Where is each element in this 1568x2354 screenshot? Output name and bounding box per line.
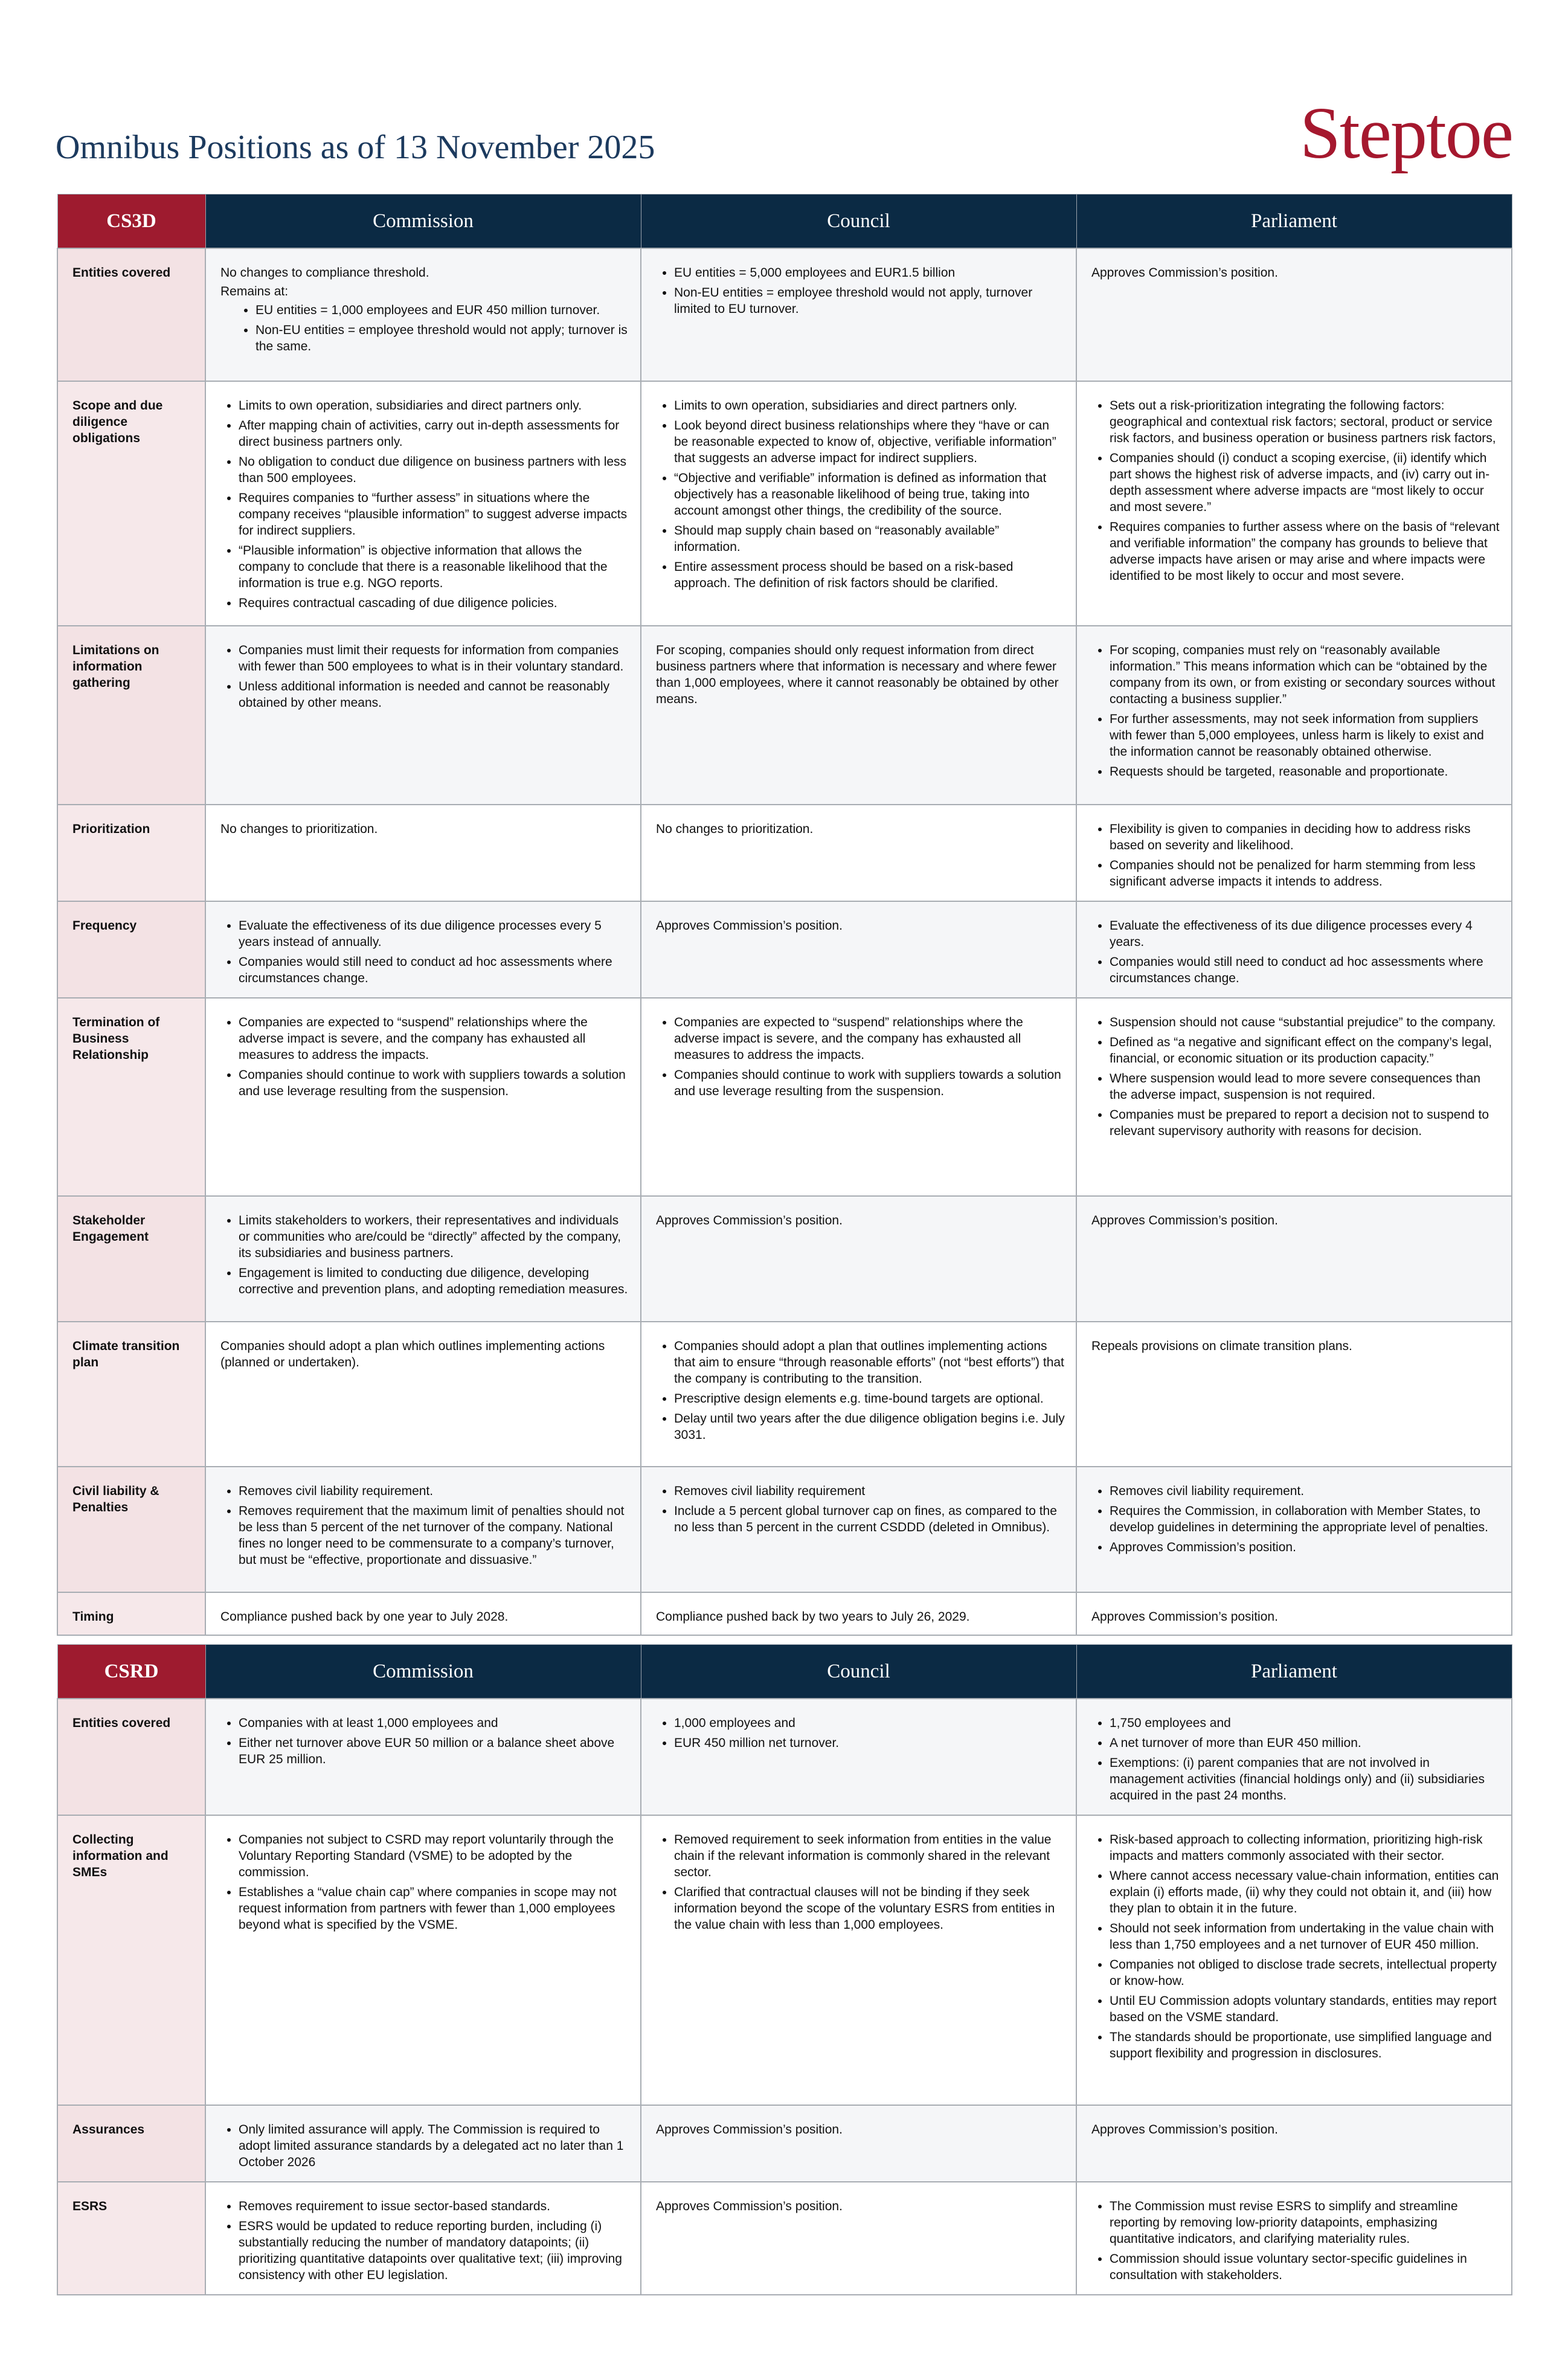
table-cell (641, 1699, 1076, 1815)
bullet-item: • Removes requirement that the maximum limit of penalties should not be less than 5 percent of the net turnover of the company. National fines no longer need to be commensurate to a company’s turnover, but must be “effective, proportionate and dissuasive.” (239, 1503, 629, 1568)
bullet-item: • Prescriptive design elements e.g. time-bound targets are optional. (674, 1391, 1065, 1407)
bullet-item: • Requires the Commission, in collaboration with Member States, to develop guidelines in determining the appropriate level of penalties. (1110, 1503, 1500, 1536)
table-cell (1076, 1592, 1512, 1635)
bullet-item: • Companies must be prepared to report a decision not to suspend to relevant supervisory authority with reasons for decision. (1110, 1107, 1500, 1139)
bullet-item: • Non-EU entities = employee threshold would not apply, turnover limited to EU turnover. (674, 285, 1065, 317)
cell-text: No changes to prioritization. (220, 822, 378, 836)
table-cell (205, 2182, 641, 2295)
row-label: Civil liability & Penalties (57, 1467, 205, 1592)
row-label: Assurances (57, 2105, 205, 2182)
table-cell (205, 1196, 641, 1322)
bullet-item: • Companies with at least 1,000 employees and (239, 1715, 629, 1731)
bullet-list (656, 265, 1065, 317)
bullet-item: • Companies are expected to “suspend” relationships where the adverse impact is severe, and the company has exhausted all measures to address the impacts. (674, 1014, 1065, 1063)
bullet-list (656, 1483, 1065, 1536)
bullet-item: • Removes civil liability requirement. (239, 1483, 629, 1499)
table-cell (205, 1592, 641, 1635)
bullet-item: • Companies should adopt a plan that outlines implementing actions that aim to ensure “through reasonable efforts” (not “best efforts”) that the company is contributing to the transition. (674, 1338, 1065, 1387)
bullet-item: • Commission should issue voluntary sector-specific guidelines in consultation with stakeholders. (1110, 2251, 1500, 2283)
table-cell (205, 2105, 641, 2182)
bullet-item: • The standards should be proportionate, use simplified language and support flexibility and progression in disclosures. (1110, 2029, 1500, 2062)
table-cell (641, 626, 1076, 805)
bullet-item: • Removes civil liability requirement. (1110, 1483, 1500, 1499)
cell-text: For scoping, companies should only request information from direct business partners where that information is necessary and where fewer than 1,000 employees, where it cannot reasonably be obtained by other means. (656, 643, 1059, 706)
bullet-item: • Companies are expected to “suspend” relationships where the adverse impact is severe, and the company has exhausted all measures to address the impacts. (239, 1014, 629, 1063)
bullet-item: • A net turnover of more than EUR 450 million. (1110, 1735, 1500, 1751)
bullet-item: • Exemptions: (i) parent companies that are not involved in management activities (financial holdings only) and (ii) subsidiaries acquired in the past 24 months. (1110, 1755, 1500, 1804)
bullet-list (220, 1715, 629, 1767)
bullet-list (220, 1483, 629, 1568)
bullet-item: • 1,000 employees and (674, 1715, 1065, 1731)
bullet-item: • Flexibility is given to companies in deciding how to address risks based on severity and likelihood. (1110, 821, 1500, 854)
bullet-item: • Requires companies to “further assess” in situations where the company receives “plausible information” to suggest adverse impacts for indirect suppliers. (239, 490, 629, 539)
bullet-item: • EU entities = 1,000 employees and EUR 450 million turnover. (255, 302, 629, 318)
table-cell (641, 2105, 1076, 2182)
bullet-item: • Removes civil liability requirement (674, 1483, 1065, 1499)
column-header-parliament: Parliament (1076, 1645, 1512, 1699)
table-cell (1076, 248, 1512, 381)
table-row (57, 1815, 1512, 2105)
bullet-item: • The Commission must revise ESRS to simplify and streamline reporting by removing low-priority datapoints, emphasizing quantitative indicators, and clarifying materiality rules. (1110, 2198, 1500, 2247)
table-cell (205, 901, 641, 998)
cell-text: No changes to compliance threshold. (220, 266, 429, 280)
bullet-list (1091, 642, 1500, 780)
bullet-list (220, 2121, 629, 2170)
table-cell (205, 248, 641, 381)
cell-text: Companies should adopt a plan which outlines implementing actions (planned or undertaken). (220, 1339, 605, 1369)
table-cell (641, 2182, 1076, 2295)
cs3d-header-row (57, 195, 1512, 249)
table-row (57, 2182, 1512, 2295)
bullet-list (1091, 821, 1500, 890)
bullet-list (220, 2198, 629, 2283)
row-label: Stakeholder Engagement (57, 1196, 205, 1322)
bullet-item: • For scoping, companies must rely on “reasonably available information.” This means information which can be “obtained by the company from its own, or from existing or secondary sources without contacting a business supplier.” (1110, 642, 1500, 707)
cell-text: Approves Commission’s position. (656, 2123, 843, 2137)
table-cell (1076, 901, 1512, 998)
table-cell (1076, 1699, 1512, 1815)
bullet-item: • Companies not subject to CSRD may report voluntarily through the Voluntary Reporting Standard (VSME) to be adopted by the commission. (239, 1831, 629, 1880)
bullet-item: • Companies should continue to work with suppliers towards a solution and use leverage resulting from the suspension. (674, 1067, 1065, 1099)
cell-text: Remains at: (220, 285, 289, 298)
table-cell (205, 805, 641, 901)
bullet-list (656, 1715, 1065, 1751)
table-row (57, 1196, 1512, 1322)
bullet-item: • Should not seek information from undertaking in the value chain with less than 1,750 employees and a net turnover of EUR 450 million. (1110, 1920, 1500, 1953)
cell-text: Repeals provisions on climate transition plans. (1091, 1339, 1352, 1353)
bullet-list (1091, 1014, 1500, 1139)
csrd-table-body (57, 1699, 1512, 2295)
cs3d-table (57, 194, 1512, 1636)
bullet-item: • Where suspension would lead to more severe consequences than the adverse impact, suspension is not required. (1110, 1070, 1500, 1103)
bullet-item: • For further assessments, may not seek information from suppliers with fewer than 5,000 employees, unless harm is likely to exist and the information cannot be reasonably obtained otherwise. (1110, 711, 1500, 760)
cell-text: Approves Commission’s position. (656, 2199, 843, 2213)
row-label: Entities covered (57, 1699, 205, 1815)
bullet-item: • Limits to own operation, subsidiaries and direct partners only. (239, 397, 629, 414)
table-cell (641, 1815, 1076, 2105)
cell-text: No changes to prioritization. (656, 822, 814, 836)
bullet-item: • Risk-based approach to collecting information, prioritizing high-risk impacts and matters commonly associated with their sector. (1110, 1831, 1500, 1864)
table-cell (205, 626, 641, 805)
bullet-item: • Companies should continue to work with suppliers towards a solution and use leverage resulting from the suspension. (239, 1067, 629, 1099)
bullet-item: • Removes requirement to issue sector-based standards. (239, 2198, 629, 2214)
row-label: Frequency (57, 901, 205, 998)
table-cell (641, 1322, 1076, 1467)
cell-text: Approves Commission’s position. (656, 1214, 843, 1227)
bullet-item: • 1,750 employees and (1110, 1715, 1500, 1731)
bullet-item: • Approves Commission’s position. (1110, 1539, 1500, 1555)
bullet-item: • Establishes a “value chain cap” where companies in scope may not request information from partners with fewer than 1,000 employees beyond what is specified by the VSME. (239, 1884, 629, 1933)
page-title: Omnibus Positions as of 13 November 2025 (56, 129, 655, 166)
table-row (57, 901, 1512, 998)
table-cell (1076, 1196, 1512, 1322)
cs3d-table-body (57, 248, 1512, 1635)
bullet-item: • Companies should (i) conduct a scoping exercise, (ii) identify which part shows the highest risk of adverse impacts, and (iv) carry out in-depth assessment where adverse impacts are “most likely to occur and most severe.” (1110, 450, 1500, 515)
bullet-list (1091, 2198, 1500, 2283)
bullet-list (220, 302, 629, 355)
bullet-list (1091, 1831, 1500, 2062)
row-label: Limitations on information gathering (57, 626, 205, 805)
cell-text: Compliance pushed back by two years to July 26, 2029. (656, 1610, 970, 1624)
row-label: Prioritization (57, 805, 205, 901)
bullet-item: • Until EU Commission adopts voluntary standards, entities may report based on the VSME standard. (1110, 1993, 1500, 2025)
bullet-item: • Requires companies to further assess where on the basis of “relevant and verifiable information” the company has grounds to believe that adverse impacts have arisen or may arise and where impacts were identified to be most likely to occur and most severe. (1110, 519, 1500, 584)
table-cell (641, 1592, 1076, 1635)
row-label: Scope and due diligence obligations (57, 381, 205, 626)
bullet-item: • Where cannot access necessary value-chain information, entities can explain (i) efforts made, (ii) why they could not obtain it, and (iii) how they plan to obtain it in the future. (1110, 1868, 1500, 1917)
bullet-list (1091, 1715, 1500, 1804)
cs3d-table-label: CS3D (57, 195, 205, 249)
cell-text: Approves Commission’s position. (1091, 1610, 1278, 1624)
table-row (57, 1592, 1512, 1635)
table-cell (1076, 1815, 1512, 2105)
bullet-item: • Companies would still need to conduct ad hoc assessments where circumstances change. (1110, 954, 1500, 986)
bullet-item: • Entire assessment process should be based on a risk-based approach. The definition of risk factors should be clarified. (674, 559, 1065, 591)
bullet-item: • “Plausible information” is objective information that allows the company to conclude that there is a reasonable likelihood that the information is true e.g. NGO reports. (239, 542, 629, 591)
bullet-item: • Removed requirement to seek information from entities in the value chain if the relevant information is commonly shared in the relevant sector. (674, 1831, 1065, 1880)
bullet-item: • Companies would still need to conduct ad hoc assessments where circumstances change. (239, 954, 629, 986)
bullet-item: • Unless additional information is needed and cannot be reasonably obtained by other means. (239, 678, 629, 711)
table-cell (205, 998, 641, 1196)
bullet-list (1091, 918, 1500, 986)
bullet-list (220, 1014, 629, 1099)
table-row (57, 626, 1512, 805)
table-cell (1076, 626, 1512, 805)
cell-text: Approves Commission’s position. (656, 919, 843, 933)
table-cell (641, 248, 1076, 381)
bullet-item: • Should map supply chain based on “reasonably available” information. (674, 523, 1065, 555)
bullet-item: • Clarified that contractual clauses will not be binding if they seek information beyond the scope of the voluntary ESRS from entities in the value chain with less than 1,000 employees. (674, 1884, 1065, 1933)
column-header-parliament: Parliament (1076, 195, 1512, 249)
row-label: Entities covered (57, 248, 205, 381)
column-header-council: Council (641, 1645, 1076, 1699)
bullet-item: • Limits stakeholders to workers, their representatives and individuals or communities who are/could be “directly” affected by the company, its subsidiaries and business partners. (239, 1212, 629, 1261)
bullet-item: • Engagement is limited to conducting due diligence, developing corrective and prevention plans, and adopting remediation measures. (239, 1265, 629, 1298)
bullet-list (220, 1831, 629, 1933)
row-label: Termination of Business Relationship (57, 998, 205, 1196)
table-row (57, 998, 1512, 1196)
bullet-item: • Evaluate the effectiveness of its due diligence processes every 5 years instead of annually. (239, 918, 629, 950)
bullet-item: • Sets out a risk-prioritization integrating the following factors: geographical and contextual risk factors; sectoral, product or service risk factors, and business operation or business partners risk factors, (1110, 397, 1500, 446)
table-cell (1076, 381, 1512, 626)
table-cell (641, 901, 1076, 998)
table-cell (1076, 1467, 1512, 1592)
table-row (57, 248, 1512, 381)
table-cell (205, 381, 641, 626)
bullet-item: • Limits to own operation, subsidiaries and direct partners only. (674, 397, 1065, 414)
bullet-item: • Requests should be targeted, reasonable and proportionate. (1110, 764, 1500, 780)
table-cell (1076, 2105, 1512, 2182)
table-row (57, 1322, 1512, 1467)
cell-text: Approves Commission’s position. (1091, 266, 1278, 280)
bullet-list (220, 642, 629, 711)
bullet-item: • Only limited assurance will apply. The Commission is required to adopt limited assurance standards by a delegated act no later than 1 October 2026 (239, 2121, 629, 2170)
column-header-council: Council (641, 195, 1076, 249)
table-cell (205, 1467, 641, 1592)
table-row (57, 2105, 1512, 2182)
cell-text: Approves Commission’s position. (1091, 1214, 1278, 1227)
table-cell (205, 1815, 641, 2105)
steptoe-logo: Steptoe (1300, 92, 1512, 174)
bullet-item: • Suspension should not cause “substantial prejudice” to the company. (1110, 1014, 1500, 1031)
bullet-item: • “Objective and verifiable” information is defined as information that objectively has a reasonable likelihood of being true, taking into account amongst other things, the credibility of the source. (674, 470, 1065, 519)
table-cell (1076, 2182, 1512, 2295)
table-cell (641, 1196, 1076, 1322)
table-cell (1076, 805, 1512, 901)
bullet-list (220, 397, 629, 611)
table-cell (641, 1467, 1076, 1592)
cell-text: Approves Commission’s position. (1091, 2123, 1278, 2137)
row-label: Climate transition plan (57, 1322, 205, 1467)
csrd-header-row (57, 1645, 1512, 1699)
csrd-table (57, 1644, 1512, 2295)
bullet-list (220, 1212, 629, 1298)
row-label: Timing (57, 1592, 205, 1635)
bullet-list (656, 1338, 1065, 1443)
table-row (57, 1467, 1512, 1592)
table-cell (205, 1699, 641, 1815)
bullet-item: • Requires contractual cascading of due diligence policies. (239, 595, 629, 611)
bullet-list (656, 397, 1065, 591)
bullet-item: • No obligation to conduct due diligence on business partners with less than 500 employees. (239, 454, 629, 486)
bullet-item: • After mapping chain of activities, carry out in-depth assessments for direct business partners only. (239, 417, 629, 450)
bullet-item: • Evaluate the effectiveness of its due diligence processes every 4 years. (1110, 918, 1500, 950)
table-cell (1076, 998, 1512, 1196)
table-row (57, 805, 1512, 901)
cell-text: Compliance pushed back by one year to July 2028. (220, 1610, 509, 1624)
bullet-list (1091, 1483, 1500, 1555)
column-header-commission: Commission (205, 1645, 641, 1699)
table-cell (641, 998, 1076, 1196)
bullet-item: • EU entities = 5,000 employees and EUR1.5 billion (674, 265, 1065, 281)
bullet-item: • Include a 5 percent global turnover cap on fines, as compared to the no less than 5 percent in the current CSDDD (deleted in Omnibus). (674, 1503, 1065, 1536)
bullet-item: • EUR 450 million net turnover. (674, 1735, 1065, 1751)
bullet-item: • Either net turnover above EUR 50 million or a balance sheet above EUR 25 million. (239, 1735, 629, 1767)
bullet-list (220, 918, 629, 986)
bullet-item: • Delay until two years after the due diligence obligation begins i.e. July 3031. (674, 1410, 1065, 1443)
row-label: ESRS (57, 2182, 205, 2295)
bullet-item: • Companies not obliged to disclose trade secrets, intellectual property or know-how. (1110, 1957, 1500, 1989)
column-header-commission: Commission (205, 195, 641, 249)
table-row (57, 381, 1512, 626)
bullet-item: • Non-EU entities = employee threshold would not apply; turnover is the same. (255, 322, 629, 355)
table-cell (641, 381, 1076, 626)
csrd-table-label: CSRD (57, 1645, 205, 1699)
table-cell (1076, 1322, 1512, 1467)
bullet-item: • Companies must limit their requests for information from companies with fewer than 500 employees to what is in their voluntary standard. (239, 642, 629, 675)
bullet-item: • Look beyond direct business relationships where they “have or can be reasonable expected to know of, objective, verifiable information” that suggests an adverse impact for indirect suppliers. (674, 417, 1065, 466)
table-row (57, 1699, 1512, 1815)
bullet-item: • Companies should not be penalized for harm stemming from less significant adverse impacts it intends to address. (1110, 857, 1500, 890)
bullet-item: • Defined as “a negative and significant effect on the company’s legal, financial, or economic situation or its production capacity.” (1110, 1034, 1500, 1067)
bullet-list (656, 1014, 1065, 1099)
table-cell (205, 1322, 641, 1467)
row-label: Collecting information and SMEs (57, 1815, 205, 2105)
table-cell (641, 805, 1076, 901)
bullet-list (656, 1831, 1065, 1933)
bullet-item: • ESRS would be updated to reduce reporting burden, including (i) substantially reducing the number of mandatory datapoints; (ii) prioritizing quantitative datapoints over qualitative text; (iii) improving consistency with other EU legislation. (239, 2218, 629, 2283)
bullet-list (1091, 397, 1500, 584)
